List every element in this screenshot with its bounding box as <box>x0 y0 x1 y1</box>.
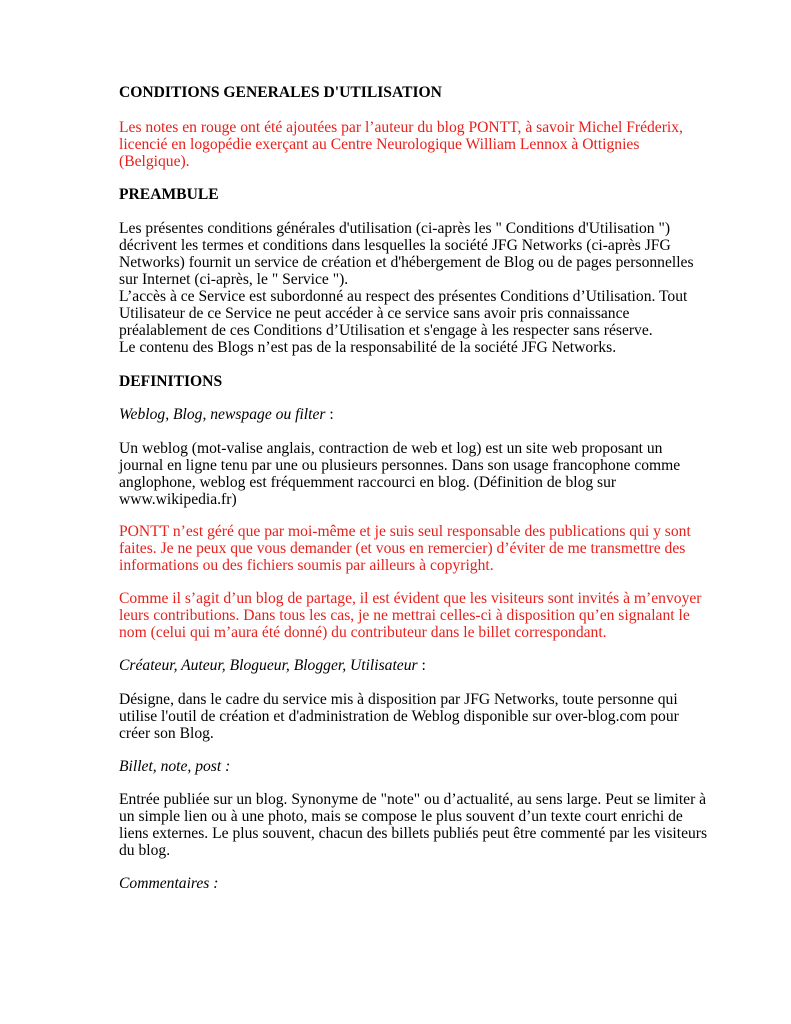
createur-line-2: utilise l'outil de création et d'administration de Weblog disponible sur over-blog.com pour <box>119 708 679 725</box>
preambule-heading: PREAMBULE <box>119 186 219 203</box>
document-title: CONDITIONS GENERALES D'UTILISATION <box>119 84 442 101</box>
red-note-author-line-3: (Belgique). <box>119 153 190 170</box>
preambule-line-3: Networks) fournit un service de création et d'hébergement de Blog ou de pages personnelles <box>119 254 694 271</box>
billet-line-1: Entrée publiée sur un blog. Synonyme de "note" ou d’actualité, au sens large. Peut se limiter à <box>119 791 707 808</box>
billet-line-3: liens externes. Le plus souvent, chacun des billets publiés peut être commenté par les visiteurs <box>119 825 708 842</box>
red-note-author <box>119 119 683 170</box>
red-note-author-line-2: licencié en logopédie exerçant au Centre Neurologique William Lennox à Ottignies <box>119 136 640 153</box>
createur-paragraph <box>119 691 679 742</box>
red-note-responsibility-line-1: PONTT n’est géré que par moi-même et je suis seul responsable des publications qui y sont <box>119 523 691 540</box>
preambule-line-5: L’accès à ce Service est subordonné au respect des présentes Conditions d’Utilisation. Tout <box>119 288 688 305</box>
preambule-paragraph <box>119 220 694 356</box>
red-note-contributions-line-3: nom (celui qui m’aura été donné) du contributeur dans le billet correspondant. <box>119 624 607 641</box>
term-weblog-colon: : <box>325 406 334 423</box>
weblog-line-2: journal en ligne tenu par une ou plusieurs personnes. Dans son usage francophone comme <box>119 457 681 474</box>
preambule-line-2: décrivent les termes et conditions dans lesquelles la société JFG Networks (ci-après JFG <box>119 237 671 254</box>
term-weblog <box>119 406 334 423</box>
billet-paragraph <box>119 791 707 859</box>
red-note-responsibility-line-2: faites. Je ne peux que vous demander (et vous en remercier) d’éviter de me transmettre des <box>119 540 686 557</box>
preambule-line-8: Le contenu des Blogs n’est pas de la responsabilité de la société JFG Networks. <box>119 339 617 356</box>
term-billet: Billet, note, post : <box>119 758 231 775</box>
billet-line-2: un simple lien ou à une photo, mais se compose le plus souvent d’un texte court enrichi de <box>119 808 683 825</box>
red-note-responsibility <box>119 523 691 574</box>
preambule-line-7: préalablement de ces Conditions d’Utilisation et s'engage à les respecter sans réserve. <box>119 322 653 339</box>
red-note-author-line-1: Les notes en rouge ont été ajoutées par l’auteur du blog PONTT, à savoir Michel Fréderix, <box>119 119 683 136</box>
red-note-responsibility-line-3: informations ou des fichiers soumis par ailleurs à copyright. <box>119 557 494 574</box>
weblog-paragraph <box>119 440 680 508</box>
red-note-contributions <box>119 590 701 641</box>
createur-line-3: créer son Blog. <box>119 725 214 742</box>
preambule-line-4: sur Internet (ci-après, le " Service "). <box>119 271 349 288</box>
weblog-line-4: www.wikipedia.fr) <box>119 491 237 508</box>
preambule-line-6: Utilisateur de ce Service ne peut accéder à ce service sans avoir pris connaissance <box>119 305 630 322</box>
term-commentaires: Commentaires : <box>119 875 219 892</box>
term-createur-colon: : <box>417 657 426 674</box>
weblog-line-3: anglophone, weblog est fréquemment raccourci en blog. (Définition de blog sur <box>119 474 617 491</box>
term-weblog-label: Weblog, Blog, newspage ou filter <box>119 406 326 423</box>
term-createur-label: Créateur, Auteur, Blogueur, Blogger, Utilisateur <box>119 657 418 674</box>
red-note-contributions-line-1: Comme il s’agit d’un blog de partage, il est évident que les visiteurs sont invités à m’envoyer <box>119 590 702 607</box>
term-createur <box>119 657 426 674</box>
preambule-line-1: Les présentes conditions générales d'utilisation (ci-après les " Conditions d'Utilisation ") <box>119 220 671 237</box>
definitions-heading: DEFINITIONS <box>119 373 223 390</box>
weblog-line-1: Un weblog (mot-valise anglais, contraction de web et log) est un site web proposant un <box>119 440 663 457</box>
createur-line-1: Désigne, dans le cadre du service mis à disposition par JFG Networks, toute personne qui <box>119 691 678 708</box>
billet-line-4: du blog. <box>119 842 171 859</box>
red-note-contributions-line-2: leurs contributions. Dans tous les cas, je ne mettrai celles-ci à disposition qu’en signalant le <box>119 607 690 624</box>
